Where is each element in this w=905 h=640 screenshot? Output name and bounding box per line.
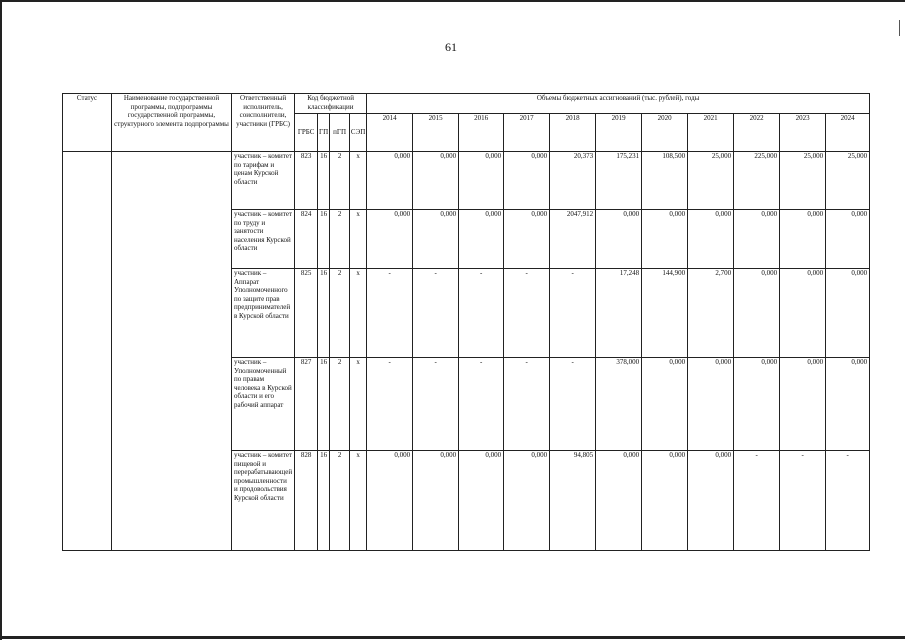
value-2022: 0,000: [734, 269, 780, 358]
value-2021: 25,000: [688, 152, 734, 210]
value-2021: 2,700: [688, 269, 734, 358]
value-2019: 0,000: [596, 451, 642, 551]
code-gp: 16: [318, 269, 330, 358]
code-pgp: 2: [330, 358, 350, 451]
executor-cell: участник – комитет пищевой и перерабатывающей промышленности и продовольствия Курской области: [232, 451, 295, 551]
value-2017: 0,000: [504, 152, 550, 210]
program-name-cell: [112, 152, 232, 551]
value-2021: 0,000: [688, 451, 734, 551]
value-2016: 0,000: [459, 210, 504, 269]
value-2018: 20,373: [550, 152, 596, 210]
value-2015: -: [413, 269, 459, 358]
header-row-1: [63, 94, 870, 114]
code-gp: 16: [318, 210, 330, 269]
code-grbs: 824: [295, 210, 318, 269]
header-year-2024: 2024: [826, 114, 870, 152]
code-sep: х: [350, 269, 367, 358]
executor-cell: участник – комитет по труду и занятости населения Курской области: [232, 210, 295, 269]
code-pgp: 2: [330, 451, 350, 551]
value-2018: 94,805: [550, 451, 596, 551]
value-2023: -: [780, 451, 826, 551]
value-2024: -: [826, 451, 870, 551]
value-2019: 175,231: [596, 152, 642, 210]
value-2020: 108,500: [642, 152, 688, 210]
value-2014: -: [367, 358, 413, 451]
page-border-bottom: [0, 636, 905, 639]
header-year-2017: 2017: [504, 114, 550, 152]
value-2020: 0,000: [642, 358, 688, 451]
value-2015: 0,000: [413, 210, 459, 269]
value-2023: 0,000: [780, 269, 826, 358]
header-code-grbs: ГРБС: [295, 114, 318, 152]
value-2014: 0,000: [367, 152, 413, 210]
value-2018: 2047,912: [550, 210, 596, 269]
code-sep: х: [350, 210, 367, 269]
value-2017: -: [504, 358, 550, 451]
page-border-top: [0, 0, 905, 2]
value-2023: 0,000: [780, 358, 826, 451]
value-2024: 25,000: [826, 152, 870, 210]
value-2017: -: [504, 269, 550, 358]
value-2016: 0,000: [459, 451, 504, 551]
page-number: 61: [445, 40, 457, 54]
executor-cell: участник – Уполномоченный по правам человека в Курской области и его рабочий аппарат: [232, 358, 295, 451]
header-code-sep: СЭП: [350, 114, 367, 152]
code-sep: х: [350, 152, 367, 210]
header-status: Статус: [63, 94, 112, 152]
header-code-gp: ГП: [318, 114, 330, 152]
value-2014: 0,000: [367, 451, 413, 551]
value-2014: 0,000: [367, 210, 413, 269]
code-pgp: 2: [330, 269, 350, 358]
value-2014: -: [367, 269, 413, 358]
value-2020: 144,900: [642, 269, 688, 358]
header-year-2023: 2023: [780, 114, 826, 152]
status-cell: [63, 152, 112, 551]
header-volumes: Объемы бюджетных ассигнований (тыс. рублей), годы: [367, 94, 870, 114]
code-gp: 16: [318, 451, 330, 551]
code-gp: 16: [318, 358, 330, 451]
value-2024: 0,000: [826, 210, 870, 269]
value-2019: 378,000: [596, 358, 642, 451]
value-2022: 0,000: [734, 358, 780, 451]
value-2022: -: [734, 451, 780, 551]
value-2024: 0,000: [826, 358, 870, 451]
header-year-2021: 2021: [688, 114, 734, 152]
table-row: [63, 152, 870, 210]
value-2016: -: [459, 269, 504, 358]
value-2021: 0,000: [688, 358, 734, 451]
code-sep: х: [350, 451, 367, 551]
code-sep: х: [350, 358, 367, 451]
page-border-left: [0, 0, 2, 640]
value-2018: -: [550, 358, 596, 451]
header-year-2022: 2022: [734, 114, 780, 152]
code-grbs: 827: [295, 358, 318, 451]
value-2015: -: [413, 358, 459, 451]
scan-edge-mark: [899, 20, 900, 36]
value-2016: 0,000: [459, 152, 504, 210]
value-2020: 0,000: [642, 451, 688, 551]
value-2016: -: [459, 358, 504, 451]
header-year-2018: 2018: [550, 114, 596, 152]
executor-cell: участник – Аппарат Уполномоченного по защите прав предпринимателей в Курской области: [232, 269, 295, 358]
budget-table: [62, 93, 870, 551]
value-2015: 0,000: [413, 152, 459, 210]
value-2023: 0,000: [780, 210, 826, 269]
header-budget-code: Код бюджетной классификации: [295, 94, 367, 114]
value-2017: 0,000: [504, 451, 550, 551]
value-2024: 0,000: [826, 269, 870, 358]
value-2022: 225,000: [734, 152, 780, 210]
code-grbs: 825: [295, 269, 318, 358]
header-year-2014: 2014: [367, 114, 413, 152]
code-pgp: 2: [330, 210, 350, 269]
code-grbs: 828: [295, 451, 318, 551]
header-executor: Ответственный исполнитель, соисполнители, участники (ГРБС): [232, 94, 295, 152]
value-2020: 0,000: [642, 210, 688, 269]
value-2019: 0,000: [596, 210, 642, 269]
code-pgp: 2: [330, 152, 350, 210]
code-grbs: 823: [295, 152, 318, 210]
header-year-2015: 2015: [413, 114, 459, 152]
value-2015: 0,000: [413, 451, 459, 551]
header-name: Наименование государственной программы, подпрограммы государственной программы, структурного элемента подпрограммы: [112, 94, 232, 152]
value-2017: 0,000: [504, 210, 550, 269]
header-year-2016: 2016: [459, 114, 504, 152]
value-2018: -: [550, 269, 596, 358]
value-2023: 25,000: [780, 152, 826, 210]
header-code-pgp: пГП: [330, 114, 350, 152]
value-2021: 0,000: [688, 210, 734, 269]
header-year-2020: 2020: [642, 114, 688, 152]
value-2022: 0,000: [734, 210, 780, 269]
header-year-2019: 2019: [596, 114, 642, 152]
value-2019: 17,248: [596, 269, 642, 358]
code-gp: 16: [318, 152, 330, 210]
executor-cell: участник – комитет по тарифам и ценам Курской области: [232, 152, 295, 210]
